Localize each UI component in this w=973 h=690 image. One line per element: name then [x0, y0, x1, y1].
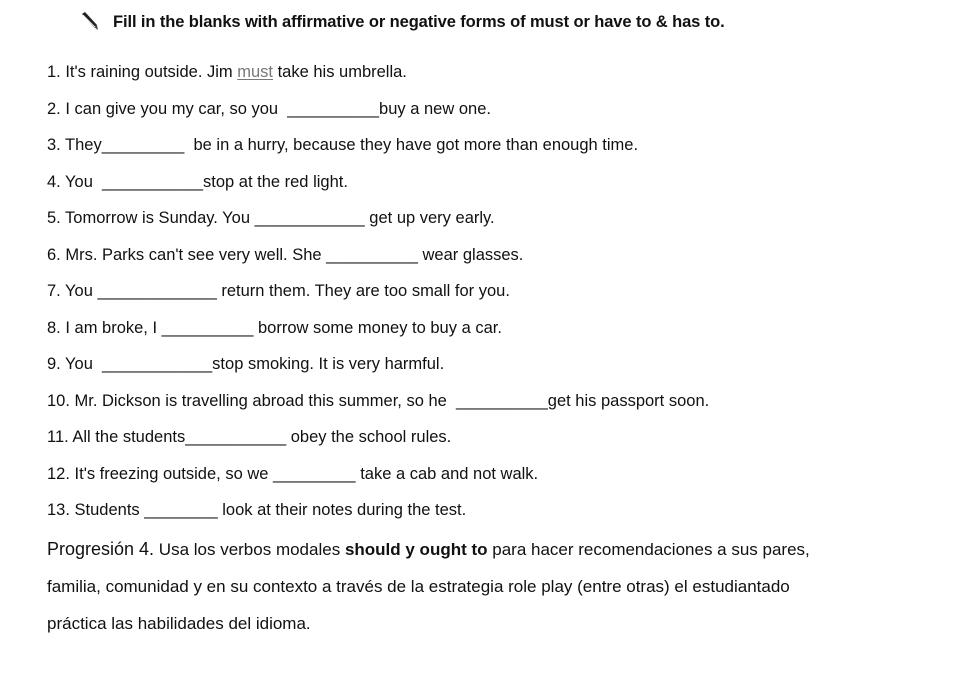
exercise-item-8 — [47, 318, 502, 338]
exercise-text: 3. They_________ be in a hurry, because they have got more than enough time. — [47, 136, 639, 154]
exercise-text: 5. Tomorrow is Sunday. You ____________ get up very early. — [47, 209, 495, 227]
exercise-text: 4. You ___________stop at the red light. — [47, 173, 348, 191]
sample-answer: must — [237, 63, 273, 81]
exercise-text: take his umbrella. — [273, 63, 407, 81]
progression-line-3 — [47, 613, 311, 635]
exercise-item-5 — [47, 208, 495, 228]
exercise-item-6 — [47, 245, 523, 265]
modal-verbs-emphasis: should y ought to — [344, 540, 488, 559]
exercise-item-3 — [47, 135, 638, 155]
exercise-item-9 — [47, 354, 444, 374]
progression-line-1 — [47, 538, 810, 561]
exercise-item-7 — [47, 281, 510, 301]
exercise-item-13 — [47, 500, 466, 520]
instructions-title: Fill in the blanks with affirmative or negative forms of must or have to & has to. — [113, 12, 725, 31]
exercise-text: 13. Students ________ look at their notes during the test. — [47, 501, 467, 519]
progression-text: Usa los verbos modales — [154, 540, 345, 559]
progression-line-2 — [47, 576, 790, 598]
exercise-text: 10. Mr. Dickson is travelling abroad this summer, so he __________get his passport soon. — [47, 392, 710, 410]
exercise-item-11 — [47, 427, 451, 447]
exercise-text: 2. I can give you my car, so you __________buy a new one. — [47, 100, 491, 118]
exercise-text: 9. You ____________stop smoking. It is very harmful. — [47, 355, 445, 373]
exercise-text: 1. It's raining outside. Jim — [47, 63, 238, 81]
instructions-header — [78, 11, 725, 33]
progression-label: Progresión 4. — [47, 539, 155, 559]
progression-text: práctica las habilidades del idioma. — [47, 614, 311, 633]
exercise-text: 12. It's freezing outside, so we _________ take a cab and not walk. — [47, 465, 539, 483]
exercise-item-1 — [47, 62, 407, 82]
exercise-text: 11. All the students___________ obey the school rules. — [47, 428, 452, 446]
exercise-text: 7. You _____________ return them. They are too small for you. — [47, 282, 510, 300]
exercise-item-4 — [47, 172, 348, 192]
exercise-text: 8. I am broke, I __________ borrow some money to buy a car. — [47, 319, 502, 337]
exercise-item-10 — [47, 391, 709, 411]
progression-text: familia, comunidad y en su contexto a través de la estrategia role play (entre otras) el estudiantado — [47, 577, 790, 596]
exercise-item-2 — [47, 99, 491, 119]
pencil-icon — [78, 11, 100, 33]
exercise-text: 6. Mrs. Parks can't see very well. She __________ wear glasses. — [47, 246, 524, 264]
exercise-item-12 — [47, 464, 538, 484]
progression-text: para hacer recomendaciones a sus pares, — [487, 540, 810, 559]
